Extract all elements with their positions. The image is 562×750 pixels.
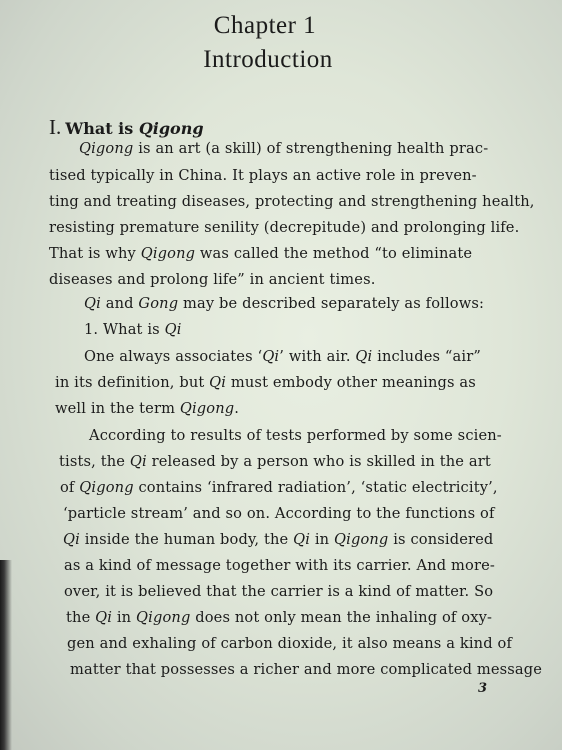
text-line: in its definition, but Qi must embody other meanings as [55,374,476,391]
section-number: I. [49,115,62,139]
text-line: ting and treating diseases, protecting and strengthening health, [49,193,535,210]
text-line: ‘particle stream’ and so on. According to the functions of [63,505,495,522]
text-line: According to results of tests performed by some scien- [89,427,502,444]
text-line: gen and exhaling of carbon dioxide, it also means a kind of [67,635,512,652]
text-line: tised typically in China. It plays an active role in preven- [49,167,477,184]
text-line: One always associates ‘Qi’ with air. Qi includes “air” [84,348,481,365]
text-line: the Qi in Qigong does not only mean the inhaling of oxy- [66,609,493,626]
text-line: as a kind of message together with its carrier. And more- [64,557,495,574]
text-line: well in the term Qigong. [55,400,240,417]
chapter-subtitle: Introduction [203,46,333,73]
section-heading [49,115,204,140]
text-line: matter that possesses a richer and more complicated message [70,661,543,678]
text-line: Qi inside the human body, the Qi in Qigong is considered [63,531,494,548]
section-heading-prefix: What is [65,119,139,138]
section-heading-term: Qigong [138,119,204,138]
text-line: of Qigong contains ‘infrared radiation’, ‘static electricity’, [60,479,498,496]
page-number: 3 [478,681,488,696]
chapter-title: Chapter 1 [213,12,317,39]
text-line: That is why Qigong was called the method “to eliminate [49,245,473,262]
text-line: tists, the Qi released by a person who is skilled in the art [59,453,491,470]
text-line: over, it is believed that the carrier is a kind of matter. So [64,583,494,600]
text-line: diseases and prolong life” in ancient times. [49,271,376,288]
text-line: 1. What is Qi [84,321,182,338]
text-line: resisting premature senility (decrepitude) and prolonging life. [49,219,520,236]
page-edge-shadow [0,560,12,750]
text-line: Qigong is an art (a skill) of strengthening health prac- [79,140,489,157]
text-line: Qi and Gong may be described separately as follows: [84,295,485,312]
